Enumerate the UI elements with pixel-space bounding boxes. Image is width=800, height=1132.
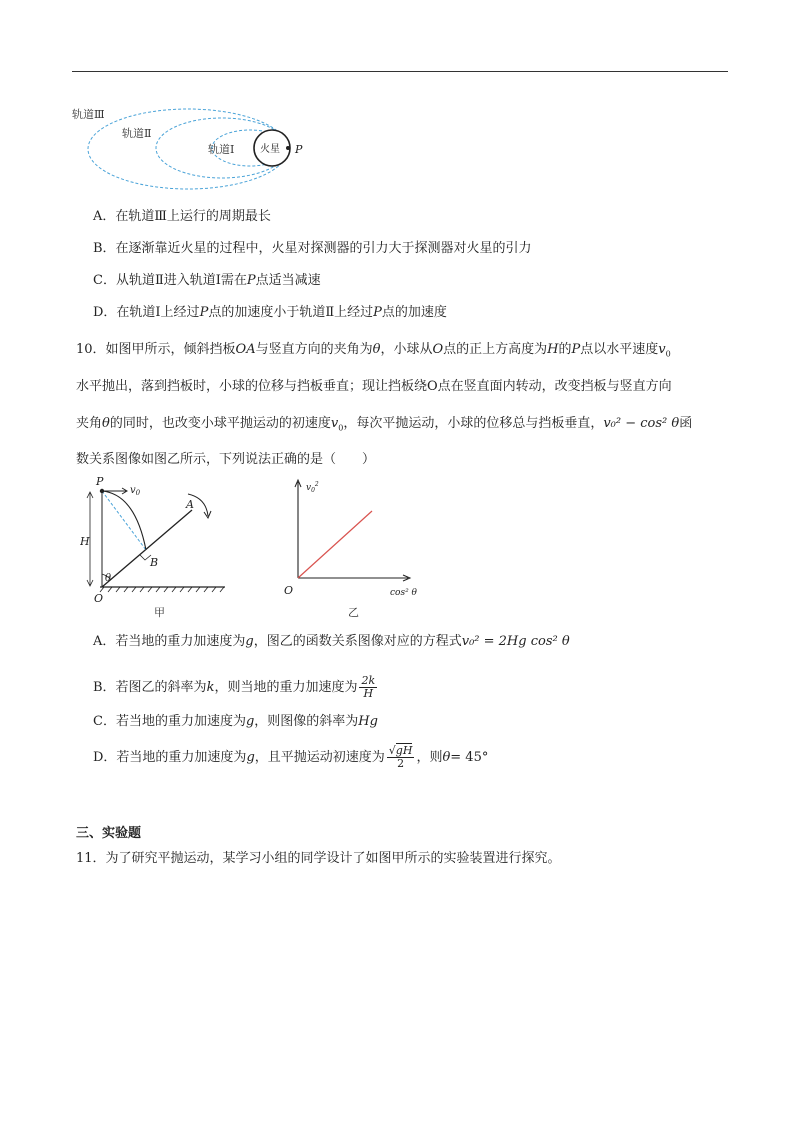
q10-stem-line-3: 夹角θ的同时，也改变小球平抛运动的初速度$v_0$，每次平抛运动，小球的位移总与挡板垂直，v₀² − cos² θ函 bbox=[76, 416, 693, 433]
mars-label: 火星 bbox=[260, 144, 280, 155]
orbit-diagram bbox=[70, 96, 320, 196]
label-theta: θ bbox=[105, 573, 112, 584]
header-rule bbox=[72, 71, 728, 72]
orbit-1-label: 轨道Ⅰ bbox=[208, 143, 235, 156]
q9-option-b: B．在逐渐靠近火星的过程中，火星对探测器的引力大于探测器对火星的引力 bbox=[93, 241, 532, 256]
orbit-2-label: 轨道Ⅱ bbox=[122, 127, 152, 140]
q10-option-a: A．若当地的重力加速度为g，图乙的函数关系图像对应的方程式v₀² = 2Hg cos² θ bbox=[93, 634, 570, 649]
fraction-2k-over-h: $\frac{2k}{H}$ bbox=[361, 674, 376, 700]
q9-option-a: A．在轨道Ⅲ上运行的周期最长 bbox=[93, 209, 271, 224]
ball-p bbox=[100, 489, 104, 493]
origin-label: O bbox=[284, 584, 294, 597]
caption-jia: 甲 bbox=[154, 606, 165, 619]
displacement-pb bbox=[102, 491, 146, 550]
q10-option-c: C．若当地的重力加速度为g，则图像的斜率为Hg bbox=[93, 714, 378, 729]
label-o: O bbox=[94, 592, 104, 605]
q9-option-c: C．从轨道Ⅱ进入轨道Ⅰ需在P点适当减速 bbox=[93, 273, 321, 288]
fraction-sqrt-gh-over-2: $\frac{√gH}{2}$ bbox=[388, 744, 413, 770]
orbit-3-label: 轨道Ⅲ bbox=[72, 108, 105, 121]
q10-option-d: D．若当地的重力加速度为g，且平抛运动初速度为 $\frac{√gH}{2}$ ，则θ= 45° bbox=[93, 744, 489, 770]
section-title: 三、实验题 bbox=[76, 826, 142, 841]
board-oa bbox=[102, 510, 192, 587]
label-b: B bbox=[150, 556, 159, 569]
label-h: H bbox=[80, 535, 90, 548]
q9-option-d: D．在轨道Ⅰ上经过P点的加速度小于轨道Ⅱ上经过P点的加速度 bbox=[93, 305, 447, 320]
q10-stem-line-1: 10．如图甲所示，倾斜挡板OA与竖直方向的夹角为θ，小球从O点的正上方高度为H的P点以水平速度$v_0$ bbox=[76, 342, 671, 359]
x-axis-label: cos² θ bbox=[390, 588, 417, 598]
label-v0: $v_0$ bbox=[130, 485, 141, 497]
point-p-dot bbox=[286, 146, 290, 150]
q10-stem-line-4: 数关系图像如图乙所示，下列说法正确的是（ ） bbox=[76, 452, 376, 467]
q11-stem: 11．为了研究平抛运动，某学习小组的同学设计了如图甲所示的实验装置进行探究。 bbox=[76, 851, 561, 866]
q10-stem-line-2: 水平抛出，落到挡板时，小球的位移与挡板垂直；现让挡板绕O点在竖直面内转动，改变挡板与竖直方向 bbox=[76, 379, 672, 394]
label-p: P bbox=[96, 475, 104, 488]
caption-yi: 乙 bbox=[348, 606, 359, 619]
q10-option-b: B．若图乙的斜率为k，则当地的重力加速度为 $\frac{2k}{H}$ bbox=[93, 674, 376, 700]
figure-jia bbox=[80, 470, 240, 620]
y-axis-label: $v_0^2$ bbox=[306, 481, 319, 494]
figure-yi bbox=[280, 474, 420, 620]
point-p-label: P bbox=[295, 143, 303, 156]
label-a: A bbox=[186, 498, 194, 511]
data-line bbox=[298, 511, 372, 578]
